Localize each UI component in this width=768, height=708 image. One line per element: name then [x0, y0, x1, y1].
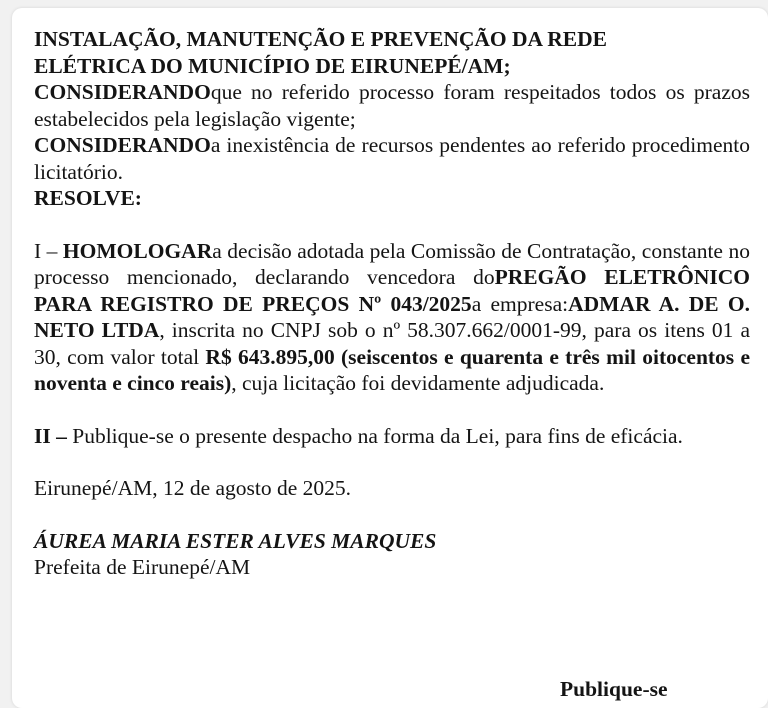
item-i-paragraph	[34, 238, 750, 397]
considerando-text: que no referido processo foram respeitados todos os prazos estabelecidos pela legislação vigente;	[34, 80, 750, 131]
footer-cut-text: Publique-se	[560, 677, 668, 701]
company-name: ADMAR A. DE O. NETO LTDA	[34, 291, 750, 342]
item-text: , cuja licitação foi devidamente adjudicada.	[231, 371, 605, 395]
signatory-name: ÁUREA MARIA ESTER ALVES MARQUES	[34, 528, 437, 553]
object-heading-line2: ELÉTRICA DO MUNICÍPIO DE EIRUNEPÉ/AM;	[34, 53, 511, 78]
considerando-paragraph-1	[34, 79, 750, 132]
item-text: Publique-se o presente despacho na forma da Lei, para fins de eficácia.	[72, 423, 683, 448]
item-ii-paragraph	[34, 423, 750, 450]
document-page	[12, 8, 768, 708]
item-text: a decisão adotada pela Comissão de Contratação, constante no processo mencionado, declarando vencedora do	[34, 238, 750, 289]
object-heading	[34, 26, 750, 79]
considerando-keyword: CONSIDERANDO	[34, 133, 211, 157]
date-line: Eirunepé/AM, 12 de agosto de 2025.	[34, 476, 352, 500]
resolve-heading: RESOLVE:	[34, 186, 142, 210]
total-value: R$ 643.895,00 (seiscentos e quarenta e três mil oitocentos e noventa e cinco reais)	[34, 344, 750, 395]
object-heading-line1: INSTALAÇÃO, MANUTENÇÃO E PREVENÇÃO DA REDE	[34, 27, 607, 51]
considerando-text: a inexistência de recursos pendentes ao referido procedimento licitatório.	[34, 133, 750, 184]
considerando-paragraph-2	[34, 132, 750, 185]
considerando-keyword: CONSIDERANDO	[34, 80, 211, 104]
homologar-keyword: HOMOLOGAR	[62, 238, 213, 263]
signatory-title: Prefeita de Eirunepé/AM	[34, 555, 251, 579]
document-body	[34, 26, 750, 581]
item-text: a empresa:	[471, 291, 569, 316]
item-number: I –	[34, 238, 63, 263]
pregao-reference: PREGÃO ELETRÔNICO PARA REGISTRO DE PREÇOS Nº 043/2025	[34, 265, 750, 316]
item-text: , inscrita no CNPJ sob o nº 58.307.662/0001-99, para os itens 01 a 30, com valor total	[34, 318, 750, 369]
item-number: II –	[34, 423, 73, 448]
